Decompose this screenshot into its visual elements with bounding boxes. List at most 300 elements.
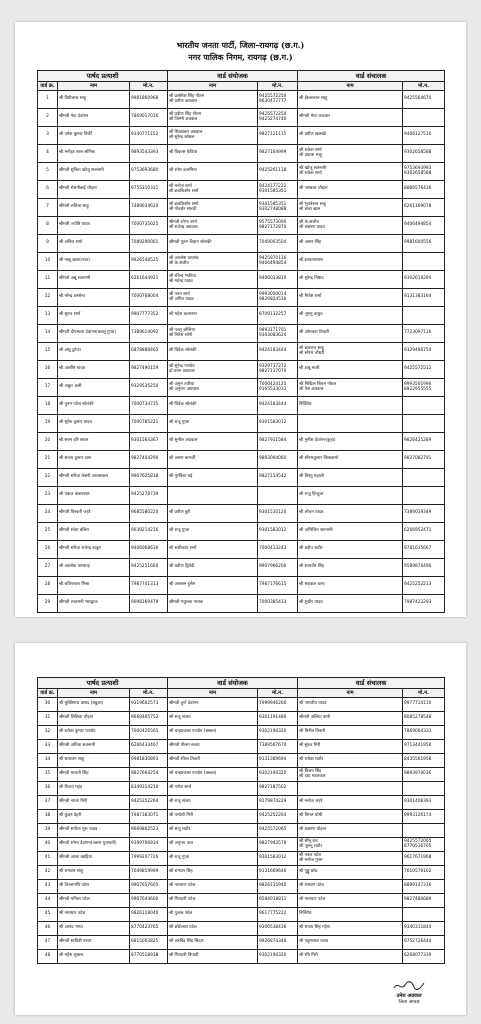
parshad-name: श्री संजय कुमार दास (58, 451, 130, 469)
header-mobile: मो.न. (130, 82, 168, 91)
ward-number: 32 (38, 726, 58, 740)
sanchalak-mobile: 9131383164 (403, 289, 445, 307)
table-row (38, 880, 445, 894)
parshad-mobile: 9827490159 (130, 361, 168, 379)
sanchalak-mobile (403, 379, 445, 397)
parshad-mobile: 9098169479 (130, 595, 168, 613)
document-title: भारतीय जनता पार्टी, जिला–रायगढ़ (छ.ग.) (176, 40, 305, 50)
table-row (38, 307, 445, 325)
sanchalak-mobile: 9827082791 (403, 451, 445, 469)
sanchalak-name (298, 379, 403, 397)
sanyojak-name: श्री विवेक सोलंकी (168, 397, 258, 415)
ward-number: 12 (38, 289, 58, 307)
parshad-name: श्रीमती दीपमाला देवांगन(बबलू गुप्ता) (58, 325, 130, 343)
parshad-name: श्रीमती आशा खाड़िया (58, 852, 130, 866)
parshad-name: श्रीमती सरिता राजेन्द्र ठाकुर (58, 541, 130, 559)
sanchalak-name: श्री अरुण सिंह (298, 235, 403, 253)
sanchalak-mobile: 6268077339 (403, 950, 445, 964)
sanyojak-name-line: श्री अमित यादव (169, 296, 194, 302)
sanyojak-mobile: 9425572065 (258, 824, 298, 838)
ward-number: 15 (38, 343, 58, 361)
sanyojak-name: श्री अरविंद सिंह सिदार (168, 936, 258, 950)
sanyojak-name-line: श्री सुरेन्द्र पाण्डेय (169, 364, 195, 370)
sanyojak-name (168, 127, 258, 145)
ward-number: 34 (38, 754, 58, 768)
sanyojak-mobile: 9617775222 (258, 908, 298, 922)
sanchalak-mobile: 9425572512 (403, 361, 445, 379)
parshad-name: श्री आनंद भगत (58, 922, 130, 936)
header-parshad: पार्षद प्रत्याशी (38, 678, 168, 689)
parshad-name: श्री नरेन्द्र डनसेना (58, 289, 130, 307)
ward-number: 26 (38, 541, 58, 559)
parshad-mobile: 9319602573 (130, 698, 168, 712)
sanchalak-name: श्री नारायण पटेल (298, 894, 403, 908)
parshad-name: श्री अनिल शर्मा (58, 235, 130, 253)
parshad-mobile: 8770518938 (130, 950, 168, 964)
sanyojak-mobile-line: 9301585351 (259, 202, 287, 208)
table-row (38, 415, 445, 433)
sanyojak-name: श्रीमती मधुलता नायक (168, 595, 258, 613)
parshad-mobile: 9981830893 (130, 754, 168, 768)
sanyojak-name: श्री असलम हुसैन (168, 577, 258, 595)
sanchalak-name: श्रीमती मेघा जाटवार (298, 109, 403, 127)
sanyojak-name: श्री गुलाब पटेल (168, 908, 258, 922)
sanchalak-mobile: 9302658588 (403, 145, 445, 163)
header-mobile: मो.न. (130, 689, 168, 698)
sanyojak-mobile-line: 9424177222 (259, 184, 287, 190)
parshad-mobile: 7000785221 (130, 415, 168, 433)
table-row (38, 109, 445, 127)
parshad-name: श्री रामधार साहू (58, 866, 130, 880)
sanyojak-mobile: 9301583012 (258, 523, 298, 541)
sanchalak-mobile: 6261169078 (403, 199, 445, 217)
sanyojak-name-line: श्री पवन शर्मा (169, 292, 190, 298)
sanyojak-mobile: 7049003504 (258, 235, 298, 253)
sanyojak-mobile-line: 9425572250 (259, 112, 287, 118)
sanyojak-name: श्री अनुपम पाल (168, 838, 258, 852)
sanyojak-name (168, 271, 258, 289)
sanyojak-name: श्री राजू गुप्ता (168, 852, 258, 866)
sanyojak-mobile (258, 181, 298, 199)
sanchalak-name (298, 163, 403, 181)
header-mobile: मो.न. (258, 689, 298, 698)
sanchalak-name: श्री अभिजित सतनामी (298, 523, 403, 541)
sanyojak-name: श्री छोटेलाल पटेल (168, 922, 258, 936)
sanchalak-name-line: श्री राकेश शर्मा (299, 170, 322, 176)
sanchalak-name: श्री संजय सिंह महेश (298, 922, 403, 936)
parshad-name: श्री नारायण पटेल (58, 908, 130, 922)
parshad-mobile: 9826118040 (130, 908, 168, 922)
table-row (38, 217, 445, 235)
sanyojak-name (168, 109, 258, 127)
parshad-name: श्री पुनम पटेल सोलंकी (58, 397, 130, 415)
sanchalak-mobile: 7987423293 (403, 595, 445, 613)
table-row (38, 325, 445, 343)
sanyojak-name: श्री परदेशी मिरी (168, 810, 258, 824)
ward-number: 41 (38, 852, 58, 866)
table-row (38, 810, 445, 824)
sanyojak-mobile: 9301510120 (258, 505, 298, 523)
sanchalak-mobile: 7389019349 (403, 505, 445, 523)
parshad-name: श्री डिग्रीलाल साहू (58, 91, 130, 109)
sanyojak-mobile: 9300538436 (258, 922, 298, 936)
parshad-mobile: 9755310331 (130, 181, 168, 199)
table-row (38, 894, 445, 908)
sanyojak-mobile-line: 9826824530 (259, 296, 287, 302)
table-row (38, 796, 445, 810)
sanchalak-mobile: 9340311844 (403, 922, 445, 936)
sanyojak-name-line: श्री पल्लू बरेलिया (169, 328, 196, 334)
parshad-mobile: 7987741313 (130, 577, 168, 595)
sanchalak-name-line: श्री खोजू सतनामी (299, 166, 327, 172)
sanyojak-mobile: 9584018811 (258, 894, 298, 908)
sanyojak-name-line: श्री प्रवीण अग्रवाल (169, 98, 198, 104)
sanchalak-name (298, 343, 403, 361)
sanchalak-name-line: श्री ब्रजराज साहू (299, 346, 324, 352)
table-row (38, 343, 445, 361)
parshad-name: श्रीमती सावित्री परजा (58, 936, 130, 950)
sanyojak-mobile: 9302194320 (258, 768, 298, 782)
table-row (38, 397, 445, 415)
sanchalak-name: श्री विष्णु महाली (298, 469, 403, 487)
parshad-name: श्री नब्बू खान(राजा) (58, 253, 130, 271)
sanchalak-name: श्री प्रवीण खलखो (298, 127, 403, 145)
parshad-name: श्रीमती नेहा देवांगन (58, 109, 130, 127)
sanyojak-mobile: 9424183444 (258, 343, 298, 361)
sanchalak-mobile (403, 307, 445, 325)
sanyojak-name: श्रीमती शीला तिवारी (168, 754, 258, 768)
sanchalak-mobile (403, 824, 445, 838)
sanyojak-name: श्री प्रवीण बुरी (168, 505, 258, 523)
sanyojak-name (168, 199, 258, 217)
sanchalak-mobile (403, 487, 445, 505)
sanchalak-mobile: 7723097116 (403, 325, 445, 343)
table-row (38, 289, 445, 307)
sanyojak-mobile (258, 91, 298, 109)
table-row (38, 253, 445, 271)
parshad-mobile: 6815003825 (130, 936, 168, 950)
sanchalak-name-line: श्री बाबा खान (299, 206, 321, 212)
sanchalak-mobile (403, 782, 445, 796)
sanyojak-mobile (258, 487, 298, 505)
sanchalak-name: श्री सहवाल बाना (298, 577, 403, 595)
sanyojak-name: श्री राजू गुप्ता (168, 415, 258, 433)
sanchalak-mobile: 8085278548 (403, 712, 445, 726)
sanchalak-name: श्री गुड्डू बरेठ (298, 866, 403, 880)
parshad-mobile: 7089290001 (130, 235, 168, 253)
table-row (38, 379, 445, 397)
sanchalak-mobile-line: 8922955555 (404, 386, 432, 392)
table-row (38, 559, 445, 577)
parshad-name: श्रीमती मनिशा पटेल (58, 894, 130, 908)
parshad-name: श्री मुक्तिनाथ प्रसाद (बबुआ) (58, 698, 130, 712)
parshad-mobile: 6266433407 (130, 740, 168, 754)
sanchalak-name-line: श्री सौरभ चौधरी (299, 350, 325, 356)
header-mobile: मो.न. (403, 82, 445, 91)
sanchalak-name: श्री लक्ष्मण चौहान (298, 824, 403, 838)
sanchalak-mobile: 9981600556 (403, 235, 445, 253)
sanyojak-name: श्री सुनील अग्रवाल (168, 433, 258, 451)
header-sanyojak: वार्ड संयोजक (168, 71, 298, 82)
sanchalak-name: श्री मनोज जहरे (298, 796, 403, 810)
table-row (38, 726, 445, 740)
parshad-mobile: 9827404290 (130, 451, 168, 469)
sanyojak-mobile-line: 9827172870 (259, 224, 287, 230)
parshad-mobile: 7987383071 (130, 810, 168, 824)
header-mobile: मो.न. (258, 82, 298, 91)
sanyojak-name-line: श्री अचलेश डायमंड (169, 256, 199, 262)
ward-number: 25 (38, 523, 58, 541)
sanyojak-mobile: 9131389694 (258, 754, 298, 768)
parshad-name: श्री सुरेश कुमार यादव (58, 415, 130, 433)
parshad-name: श्रीमती लिलिता चौहान (58, 712, 130, 726)
sanchalak-name: श्री ईश्वरलाल साहू (298, 91, 403, 109)
ward-number: 37 (38, 796, 58, 810)
sanyojak-name (168, 91, 258, 109)
table-row (38, 235, 445, 253)
sanchalak-mobile: 9302619294 (403, 271, 445, 289)
header-name: नाम (58, 82, 130, 91)
sanyojak-mobile: 8709132257 (258, 307, 298, 325)
parshad-mobile: 9907777352 (130, 307, 168, 325)
sanchalak-mobile (403, 469, 445, 487)
sanyojak-name: श्री गणेश शर्मा (168, 782, 258, 796)
parshad-mobile: 9399706934 (130, 838, 168, 852)
sanchalak-mobile-line: 9993501990 (404, 382, 432, 388)
ward-number: 4 (38, 145, 58, 163)
sanyojak-name: श्री नारायण पटेल (168, 880, 258, 894)
sanyojak-name-line: श्री राजेन्द्र अग्रवाल (169, 224, 198, 230)
sanyojak-mobile: 9424183444 (258, 397, 298, 415)
ward-number: 39 (38, 824, 58, 838)
parshad-name: श्रीमती संगीता गुरू यादव (58, 824, 130, 838)
sanyojak-name: श्रीमती नीलम सजय (168, 740, 258, 754)
header-name: नाम (168, 82, 258, 91)
parshad-name: श्री पंकज कंकरवाल (58, 487, 130, 505)
parshad-name: श्री अकुर अली (58, 379, 130, 397)
sanchalak-name: निर्विरोध (298, 397, 403, 415)
sanchalak-mobile (403, 838, 445, 852)
parshad-name: श्रीमती मालती सिंह (58, 768, 130, 782)
sanyojak-mobile: 7987176615 (258, 577, 298, 595)
sanyojak-name-line: श्री ब्रजकिशोर शर्मा (169, 188, 199, 194)
table-row (38, 698, 445, 712)
parshad-mobile: 6878888465 (130, 343, 168, 361)
sanyojak-name: श्री शशीकांत शर्मा (168, 541, 258, 559)
sanchalak-name (298, 768, 403, 782)
sanchalak-name: श्री लोचन यादव (298, 505, 403, 523)
parshad-mobile: 9685580220 (130, 505, 168, 523)
table-row (38, 768, 445, 782)
sanchalak-mobile-line: 9753693993 (404, 166, 432, 172)
table-row (38, 922, 445, 936)
ward-number: 14 (38, 325, 58, 343)
parshad-name: श्रीमती शोभा देवांगन(अरुण गुजराती) (58, 838, 130, 852)
sanchalak-mobile: 9752726444 (403, 936, 445, 950)
sanchalak-mobile (403, 109, 445, 127)
table-row (38, 451, 445, 469)
sanyojak-name-line: श्री नितेश सोनी (169, 332, 193, 338)
sanchalak-name: श्री ओमकार तिवारी (298, 325, 403, 343)
table-row (38, 145, 445, 163)
table-row (38, 595, 445, 613)
ward-number: 29 (38, 595, 58, 613)
sanyojak-mobile-line: 9406494854 (259, 260, 287, 266)
parshad-mobile: 8827664254 (130, 768, 168, 782)
sanyojak-mobile-line: 9302748088 (259, 206, 287, 212)
sanyojak-name (168, 379, 258, 397)
parshad-name: श्रीमती नयना मिरी (58, 796, 130, 810)
sanyojak-name: श्री विवेक सोलंकी (168, 343, 258, 361)
document-page-2 (15, 643, 466, 1015)
sanyojak-name-line: श्री अमुन तारिया (169, 382, 195, 388)
table-row (38, 181, 445, 199)
parshad-name: श्री अंशु टुटेजा (58, 343, 130, 361)
sanchalak-name: श्री सुधीर यादव (298, 595, 403, 613)
table-row (38, 271, 445, 289)
signature-block (392, 979, 426, 1005)
sanyojak-name (168, 325, 258, 343)
ward-number: 16 (38, 361, 58, 379)
sanyojak-name-line: श्री महेन्द्र यादव (169, 278, 193, 284)
parshad-mobile: 9329535250 (130, 379, 168, 397)
header-sanchalak: वार्ड संचालक (298, 678, 445, 689)
parshad-mobile: 9039214216 (130, 523, 168, 541)
ward-number: 40 (38, 838, 58, 852)
table-row (38, 740, 445, 754)
parshad-mobile: 9340771152 (130, 127, 168, 145)
parshad-name: श्री राकेश कुमार पाण्डेय (58, 726, 130, 740)
ward-number: 2 (38, 109, 58, 127)
parshad-mobile: 7489034620 (130, 199, 168, 217)
parshad-name: श्री महेश शुक्ला (58, 950, 130, 964)
parshad-mobile: 9406068630 (130, 541, 168, 559)
sanyojak-mobile (258, 289, 298, 307)
table-row (38, 163, 445, 181)
sanyojak-name: श्री महेश कल्याणा (168, 307, 258, 325)
sanchalak-mobile (403, 163, 445, 181)
sanyojak-mobile-line: 9575573090 (259, 220, 287, 226)
ward-number: 17 (38, 379, 58, 397)
header-sanyojak: वार्ड संयोजक (168, 678, 298, 689)
table-row (38, 936, 445, 950)
sanyojak-name-line: श्री गोवर्धन सारथी (169, 206, 197, 212)
sanchalak-name-line: श्री जुगनू राठौर (299, 843, 323, 849)
sanchalak-mobile: 9826425289 (403, 433, 445, 451)
parshad-name: श्री सरस हरि बराल (58, 433, 130, 451)
document-page-1 (15, 22, 466, 617)
sanchalak-name: श्री राजू हिन्दूजा (298, 487, 403, 505)
ward-number: 44 (38, 894, 58, 908)
sanchalak-name (298, 145, 403, 163)
table-row (38, 908, 445, 922)
table-row (38, 541, 445, 559)
table-row (38, 950, 445, 964)
sanyojak-mobile-line: 9329737272 (259, 364, 287, 370)
table-row (38, 782, 445, 796)
sanchalak-mobile (403, 397, 445, 415)
ward-number: 20 (38, 433, 58, 451)
sanchalak-mobile: 9713441956 (403, 740, 445, 754)
ward-number: 11 (38, 271, 58, 289)
sanyojak-name: श्री रमेश डालमिया (168, 163, 258, 181)
sanyojak-name: श्री राजू संजय (168, 712, 258, 726)
sanchalak-mobile: 9977734110 (403, 698, 445, 712)
parshad-name: श्री मनोहर लाल सोनिक (58, 145, 130, 163)
table-row (38, 523, 445, 541)
sanyojak-mobile: 9827121115 (258, 127, 298, 145)
ward-number: 42 (38, 866, 58, 880)
ward-number: 6 (38, 181, 58, 199)
ward-number: 19 (38, 415, 58, 433)
ward-number: 8 (38, 217, 58, 235)
sanchalak-mobile: 9781635667 (403, 541, 445, 559)
sanchalak-name (298, 415, 403, 433)
sanyojak-mobile (258, 199, 298, 217)
sanchalak-name: श्री सुरज मिरी (298, 740, 403, 754)
sanyojak-name: श्री गुरविंदर घई (168, 469, 258, 487)
parshad-name: श्री कुंदन देहरी (58, 810, 130, 824)
sanyojak-mobile-line: 9425274740 (259, 116, 287, 122)
parshad-mobile: 9301564367 (130, 433, 168, 451)
table-row (38, 433, 445, 451)
sanchalak-name: श्री जुगनू ठाकुर (298, 307, 403, 325)
sanyojak-mobile-line: 9301585351 (259, 188, 287, 194)
sanyojak-name: श्री रामधन सिंह (168, 866, 258, 880)
sanyojak-mobile: 9131669646 (258, 866, 298, 880)
ward-number: 38 (38, 810, 58, 824)
sanyojak-mobile: 9301583012 (258, 415, 298, 433)
parshad-mobile: 9926548525 (130, 253, 168, 271)
sanchalak-mobile: 8435561958 (403, 754, 445, 768)
sanchalak-name (298, 852, 403, 866)
header-name: नाम (298, 82, 403, 91)
parshad-name: श्रीमती श्वेता बंछिय (58, 523, 130, 541)
sanchalak-name-line: श्री लक्ष्मण यादव (299, 224, 325, 230)
candidate-table-1 (37, 70, 445, 613)
header-name: नाम (168, 689, 258, 698)
header-name: नाम (298, 689, 403, 698)
parshad-mobile: 9425252264 (130, 796, 168, 810)
sanchalak-name: श्री डाबू माली (298, 361, 403, 379)
sanyojak-name-line: श्री के.संजीत (169, 260, 189, 266)
parshad-name: श्रीमती ललिता साहू (58, 199, 130, 217)
sanchalak-mobile (403, 415, 445, 433)
table-row (38, 712, 445, 726)
sanchalak-name-line: श्री नवल पटेल (299, 853, 322, 859)
sanchalak-name (298, 838, 403, 852)
parshad-mobile: 7000768004 (130, 289, 168, 307)
table-row (38, 577, 445, 595)
sanyojak-mobile-line: 9630477777 (259, 98, 287, 104)
sanyojak-mobile: 7000413243 (258, 541, 298, 559)
sanyojak-mobile: 7000385433 (258, 595, 298, 613)
parshad-name: श्रीमती लालमनी भारद्वाज (58, 595, 130, 613)
sanyojak-mobile: 9301583012 (258, 852, 298, 866)
ward-number: 5 (38, 163, 58, 181)
ward-number: 21 (38, 451, 58, 469)
sanyojak-mobile: 9827911584 (258, 433, 298, 451)
sanyojak-mobile: 9406013810 (258, 271, 298, 289)
header-parshad: पार्षद प्रत्याशी (38, 71, 168, 82)
sanchalak-mobile: 9893970036 (403, 768, 445, 782)
sanchalak-mobile (403, 908, 445, 922)
sanyojak-mobile: 9827154542 (258, 469, 298, 487)
sanyojak-mobile: 9301191480 (258, 712, 298, 726)
sanchalak-mobile: 6266952471 (403, 523, 445, 541)
parshad-name: श्रीमती अन्नू सतनामी (58, 271, 130, 289)
parshad-mobile: 7869017016 (130, 109, 168, 127)
